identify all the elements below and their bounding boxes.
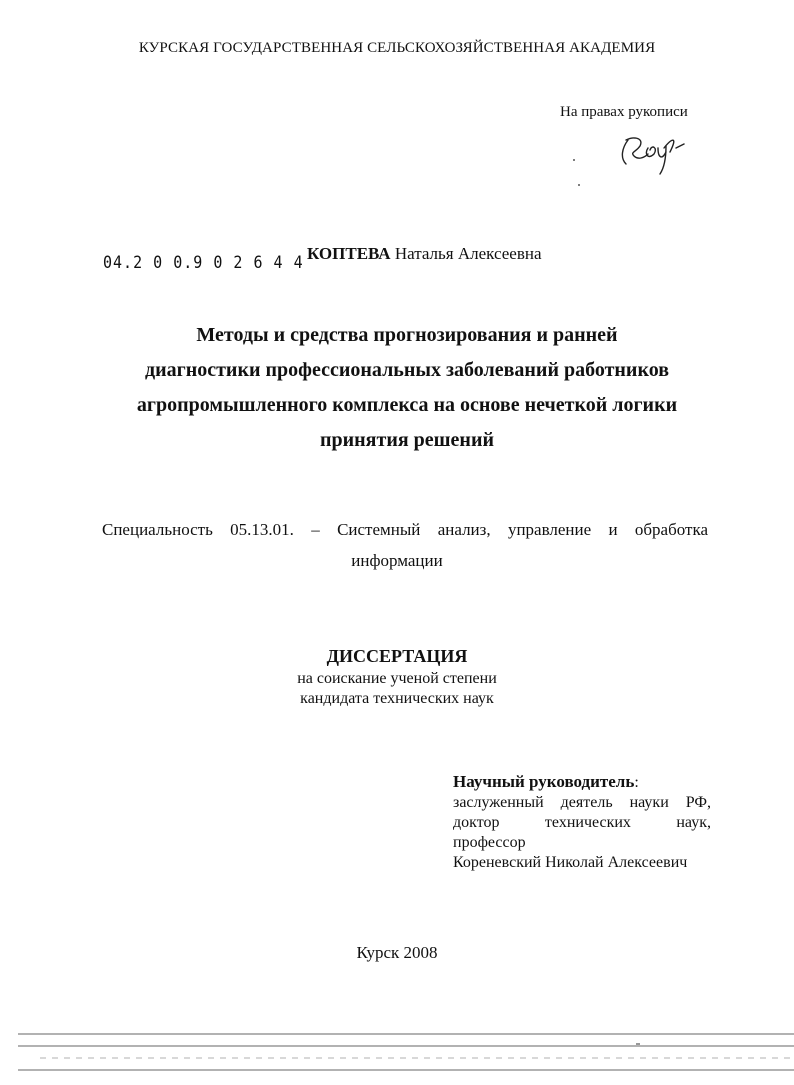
dissertation-heading: ДИССЕРТАЦИЯ [326, 646, 468, 666]
title-line: диагностики профессиональных заболеваний работников [144, 359, 670, 381]
supervisor-block [453, 772, 711, 873]
scan-speck [573, 159, 575, 161]
supervisor-colon: : [634, 774, 639, 791]
author-name [307, 244, 542, 264]
supervisor-name: Кореневский Николай Алексеевич [453, 854, 688, 871]
scan-speck [578, 184, 580, 186]
institution-name: КУРСКАЯ ГОСУДАРСТВЕННАЯ СЕЛЬСКОХОЗЯЙСТВЕННАЯ АКАДЕМИЯ [138, 40, 656, 56]
specialty-line-1: Специальность 05.13.01. – Системный анализ, управление и обработка [102, 520, 708, 539]
author-given-names: Наталья Алексеевна [394, 244, 542, 263]
registration-number: 04.2 0 0.9 0 2 6 4 4 [103, 252, 304, 273]
handwritten-signature [600, 118, 710, 188]
dissertation-title [90, 318, 724, 458]
title-line: Методы и средства прогнозирования и ранней [196, 324, 618, 346]
title-line: принятия решений [319, 429, 494, 451]
supervisor-heading: Научный руководитель [453, 772, 635, 791]
supervisor-title-line: профессор [453, 834, 526, 851]
supervisor-title-line: доктор технических наук, [453, 814, 711, 831]
city-year: Курск 2008 [356, 943, 438, 962]
rights-note: На правах рукописи [560, 104, 688, 120]
supervisor-title-line: заслуженный деятель науки РФ, [453, 794, 711, 811]
specialty-line-2: информации [351, 551, 443, 570]
title-line: агропромышленного комплекса на основе нечеткой логики [136, 394, 678, 416]
scan-border-lines [0, 1020, 794, 1085]
author-surname: КОПТЕВА [307, 244, 391, 263]
degree-line-2: кандидата технических наук [300, 690, 494, 707]
degree-line-1: на соискание ученой степени [297, 670, 497, 687]
